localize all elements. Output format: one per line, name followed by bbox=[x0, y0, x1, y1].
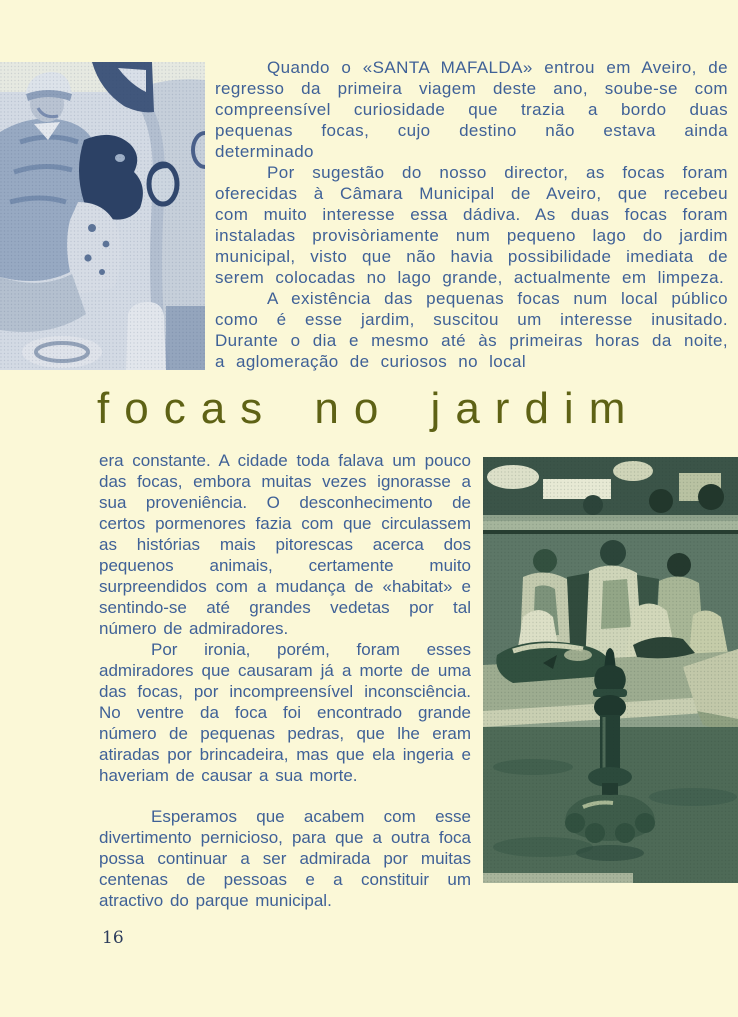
article-headline: focas no jardim bbox=[97, 384, 641, 433]
page-number: 16 bbox=[102, 928, 124, 948]
column-text-block bbox=[99, 450, 471, 911]
crowd-seal-fountain-illustration bbox=[483, 457, 738, 883]
paragraph-intro-2: Por sugestão do nosso director, as focas foram oferecidas à Câmara Municipal de Aveiro, que recebeu com muito interesse essa dádiva. As duas focas foram instaladas provisòriamente num pequeno lago do jardim municipal, visto que não havia possibilidade imediata de serem colocadas no lago grande, actualmente em limpeza. bbox=[215, 163, 728, 287]
intro-text-block bbox=[215, 57, 728, 372]
paragraph-intro-3: A existência das pequenas focas num local público como é esse jardim, suscitou um interesse inusitado. Durante o dia e mesmo até às primeiras horas da noite, a aglomeração de curiosos no local bbox=[215, 289, 728, 371]
paragraph-intro-1: Quando o «SANTA MAFALDA» entrou em Aveiro, de regresso da primeira viagem deste ano, soube-se com compreensível curiosidade que trazia a bordo duas pequenas focas, cujo destino não estava ainda determinado bbox=[215, 58, 728, 161]
man-with-seal-illustration bbox=[0, 62, 205, 370]
paragraph-column-1: era constante. A cidade toda falava um pouco das focas, embora muitas vezes ignorasse a sua proveniência. O desconhecimento de certos pormenores fazia com que circulassem as histórias mais pitorescas acerca dos pequenos animais, certamente muito surpreendidos com a mudança de «habitat» e sentindo-se até grandes vedetas por tal número de admiradores. bbox=[99, 451, 471, 638]
photo-crowd-seal-fountain bbox=[483, 457, 738, 883]
paragraph-column-3: Esperamos que acabem com esse divertimento pernicioso, para que a outra foca possa continuar a ser admirada por muitas centenas de pessoas e a constituir um atractivo do parque municipal. bbox=[99, 807, 471, 910]
photo-man-with-seal bbox=[0, 62, 205, 370]
paragraph-column-2: Por ironia, porém, foram esses admiradores que causaram já a morte de uma das focas, por incompreensível inconsciência. No ventre da foca foi encontrado grande número de pequenas pedras, que lhe eram atiradas por brincadeira, mas que ela ingeria e haveriam de causar a sua morte. bbox=[99, 640, 471, 785]
